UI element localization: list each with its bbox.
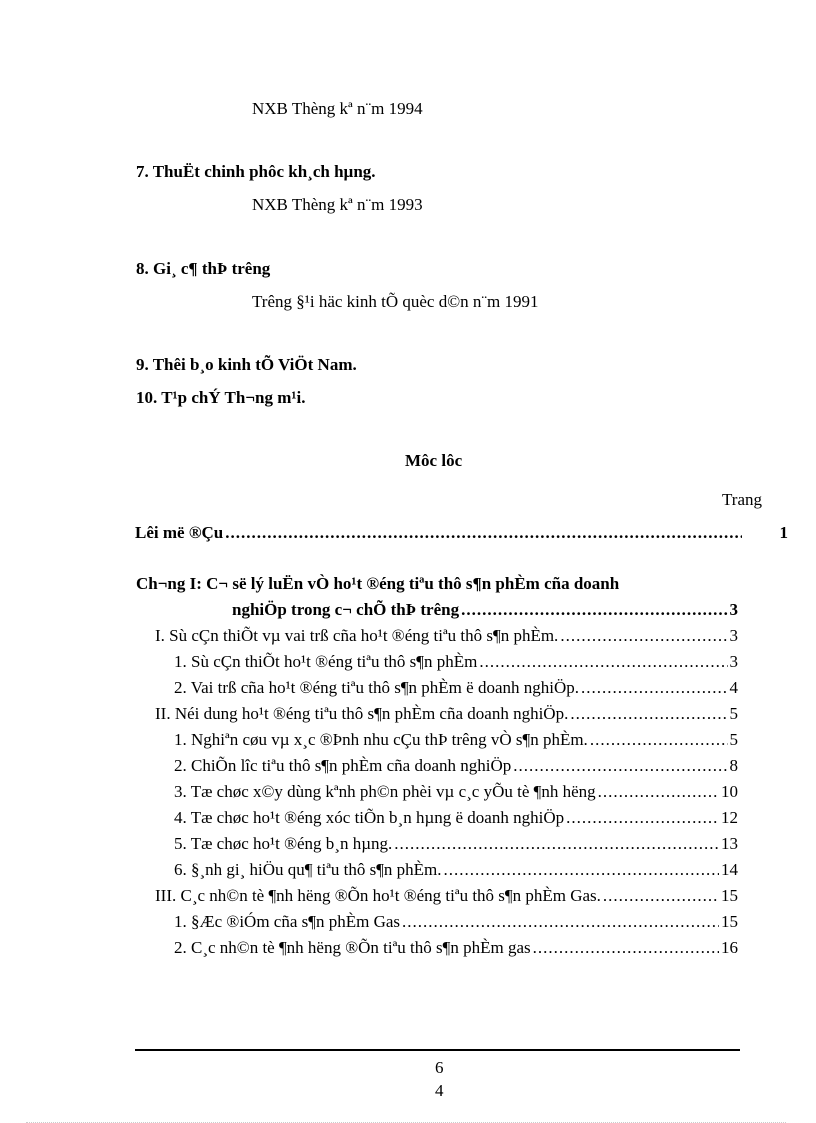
reference-item-10: 10. T¹p chÝ Th¬ng m¹i.: [136, 388, 306, 407]
toc-entry-label: 2. C¸c nh©n tè ¶nh hëng ®Õn tiªu thô s¶n phÈm gas: [174, 938, 531, 957]
toc-entry[interactable]: [174, 678, 738, 698]
toc-entry[interactable]: [174, 834, 738, 854]
toc-entry-page: 16: [721, 938, 738, 957]
footer-page-number: 4: [435, 1081, 444, 1100]
toc-entry-page: 3: [729, 626, 738, 645]
footer-rule: [135, 1049, 740, 1051]
reference-item-8: 8. Gi¸ c¶ thÞ trêng: [136, 259, 271, 278]
footer-page-number: 6: [435, 1058, 444, 1077]
toc-dot-leader: [590, 730, 728, 750]
toc-page-column-label: Trang: [722, 490, 762, 509]
toc-entry[interactable]: [174, 652, 738, 672]
toc-entry[interactable]: [155, 626, 738, 646]
toc-entry[interactable]: [155, 886, 738, 906]
toc-entry-page: 3: [729, 600, 738, 619]
toc-dot-leader: [598, 782, 719, 802]
toc-entry-label: 1. Nghiªn cøu vµ x¸c ®Þnh nhu cÇu thÞ trêng vÒ s¶n phÈm.: [174, 730, 588, 749]
toc-entry-page: 5: [729, 704, 738, 723]
toc-entry-label: 1. Sù cÇn thiÕt ho¹t ®éng tiªu thô s¶n phÈm: [174, 652, 478, 671]
toc-entry[interactable]: [174, 730, 738, 750]
toc-dot-leader: [581, 678, 728, 698]
toc-dot-leader: [570, 704, 727, 724]
toc-entry-page: 12: [721, 808, 738, 827]
reference-publisher-line: NXB Thèng kª n¨m 1994: [252, 99, 423, 118]
toc-entry-label: 1. §Æc ®iÓm cña s¶n phÈm Gas: [174, 912, 401, 931]
toc-entry[interactable]: [174, 938, 738, 958]
toc-entry[interactable]: [174, 782, 738, 802]
toc-entry-page: 14: [721, 860, 738, 879]
toc-entry-label: 2. ChiÕn lîc tiªu thô s¶n phÈm cña doanh nghiÖp: [174, 756, 512, 775]
toc-chapter-title-cont[interactable]: [232, 600, 738, 620]
toc-entry-page: 15: [721, 886, 738, 905]
toc-entry-label: 4. Tæ chøc ho¹t ®éng xóc tiÕn b¸n hµng ë doanh nghiÖp: [174, 808, 565, 827]
toc-entry-page: 4: [729, 678, 738, 697]
toc-entry[interactable]: [174, 756, 738, 776]
toc-dot-leader: [461, 600, 727, 620]
toc-entry-label: II. Néi dung ho¹t ®éng tiªu thô s¶n phÈm cña doanh nghiÖp.: [155, 704, 569, 723]
reference-publisher-line: NXB Thèng kª n¨m 1993: [252, 195, 423, 214]
toc-entry-page: 1: [779, 523, 788, 542]
reference-item-9: 9. Thêi b¸o kinh tÕ ViÖt Nam.: [136, 355, 357, 374]
toc-entry-label: nghiÖp trong c¬ chÕ thÞ trêng: [232, 600, 460, 619]
toc-entry-label: 6. §¸nh gi¸ hiÖu qu¶ tiªu thô s¶n phÈm.: [174, 860, 442, 879]
toc-dot-leader: [444, 860, 719, 880]
toc-entry-label: I. Sù cÇn thiÕt vµ vai trß cña ho¹t ®éng tiªu thô s¶n phÈm.: [155, 626, 559, 645]
toc-dot-leader: [225, 523, 741, 543]
toc-dot-leader: [479, 652, 727, 672]
toc-title: Môc lôc: [405, 451, 463, 470]
toc-dot-leader: [603, 886, 719, 906]
toc-entry-page: 3: [729, 652, 738, 671]
toc-entry-page: 13: [721, 834, 738, 853]
toc-entry-label: 2. Vai trß cña ho¹t ®éng tiªu thô s¶n phÈm ë doanh nghiÖp.: [174, 678, 579, 697]
toc-dot-leader: [533, 938, 719, 958]
toc-entry-intro[interactable]: [135, 523, 788, 543]
toc-entry[interactable]: [174, 860, 738, 880]
toc-entry-page: 15: [721, 912, 738, 931]
reference-publisher-line: Trêng §¹i häc kinh tÕ quèc d©n n¨m 1991: [252, 292, 539, 311]
toc-entry-page: 8: [729, 756, 738, 775]
toc-dot-leader: [566, 808, 719, 828]
toc-entry[interactable]: [155, 704, 738, 724]
toc-dot-leader: [560, 626, 727, 646]
toc-entry-label: 5. Tæ chøc ho¹t ®éng b¸n hµng.: [174, 834, 393, 853]
toc-entry-label: Lêi më ®Çu: [135, 523, 224, 542]
toc-dot-leader: [513, 756, 727, 776]
toc-entry[interactable]: [174, 808, 738, 828]
toc-chapter-title[interactable]: Ch¬ng I: C¬ së lý luËn vÒ ho¹t ®éng tiªu thô s¶n phÈm cña doanh: [136, 574, 620, 593]
toc-entry-label: 3. Tæ chøc x©y dùng kªnh ph©n phèi vµ c¸c yÕu tè ¶nh hëng: [174, 782, 596, 801]
toc-dot-leader: [402, 912, 719, 932]
toc-entry[interactable]: [174, 912, 738, 932]
reference-item-7: 7. ThuËt chinh phôc kh¸ch hµng.: [136, 162, 376, 181]
toc-entry-label: III. C¸c nh©n tè ¶nh hëng ®Õn ho¹t ®éng tiªu thô s¶n phÈm Gas.: [155, 886, 601, 905]
toc-dot-leader: [394, 834, 719, 854]
toc-entry-page: 10: [721, 782, 738, 801]
toc-entry-page: 5: [729, 730, 738, 749]
